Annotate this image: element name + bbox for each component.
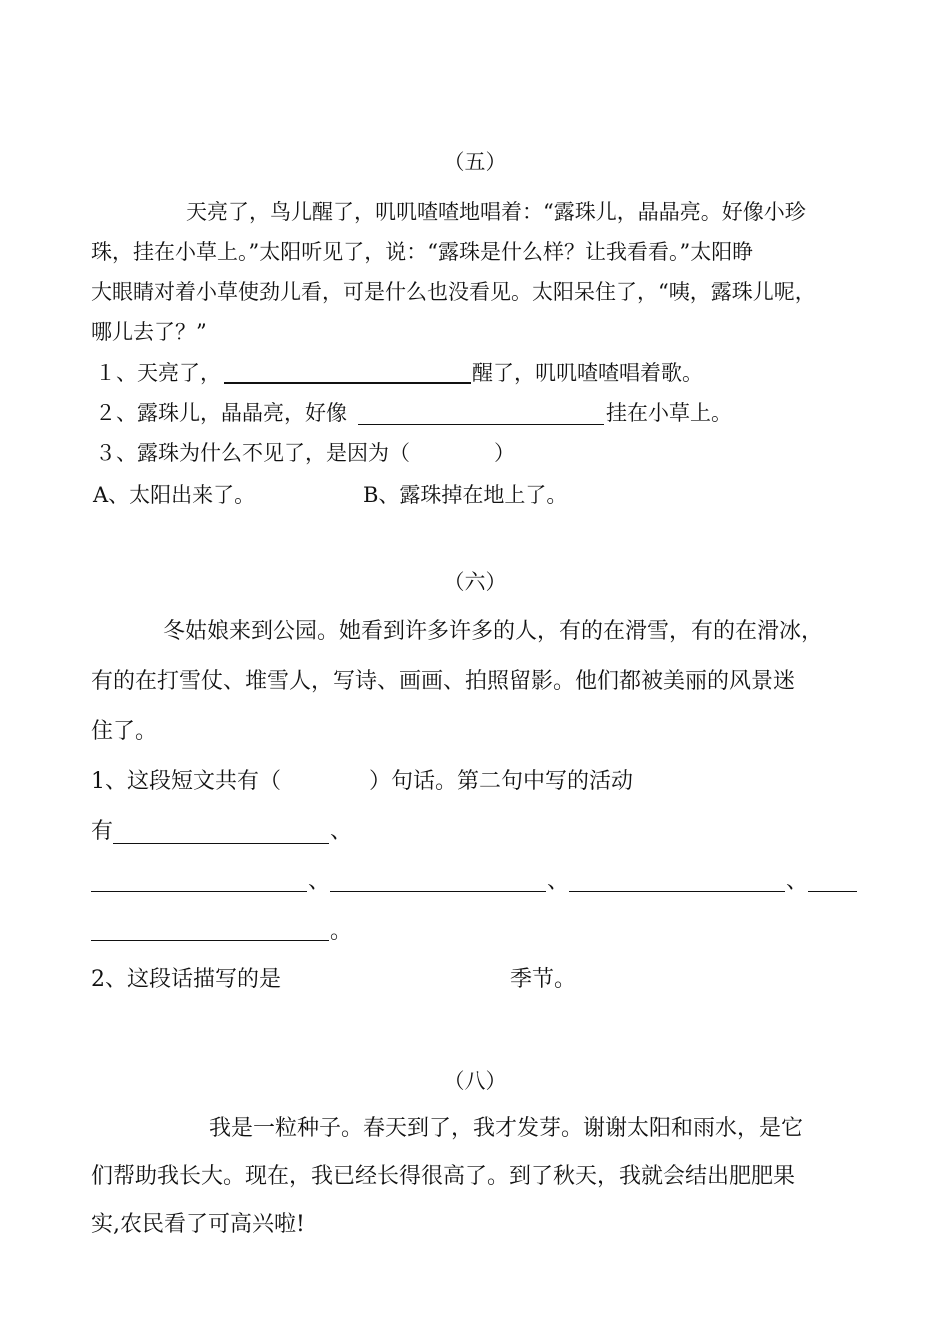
section-6-question-2-suffix: 季节。: [510, 967, 577, 992]
section-6-question-1-line-1: 1、这段短文共有（ ）句话。第二句中写的活动: [91, 769, 633, 794]
section-5-question-2-suffix: 挂在小草上。: [606, 401, 732, 425]
section-6-blank-4[interactable]: [569, 891, 785, 892]
section-6-separator-2: 、: [308, 869, 331, 894]
section-6-separator-1: 、: [330, 819, 353, 844]
section-8-heading: （八）: [443, 1069, 507, 1093]
section-6-blank-1[interactable]: [113, 843, 329, 844]
section-6-blank-5-start[interactable]: [808, 891, 857, 892]
section-8-paragraph-line-1: 我是一粒种子。春天到了，我才发芽。谢谢太阳和雨水，是它: [209, 1116, 804, 1141]
section-5-paragraph-line-3: 大眼睛对着小草使劲儿看，可是什么也没看见。太阳呆住了，“咦，露珠儿呢，: [91, 280, 816, 304]
section-5-heading: （五）: [443, 150, 507, 174]
section-6-question-2-prefix: 2、这段话描写的是: [91, 967, 281, 992]
section-6-blank-5-end[interactable]: [91, 940, 329, 941]
section-5-question-2-blank[interactable]: [358, 424, 604, 425]
section-6-paragraph-line-1: 冬姑娘来到公园。她看到许多许多的人，有的在滑雪，有的在滑冰，: [163, 619, 824, 644]
section-6-separator-4: 、: [786, 869, 809, 894]
section-5-paragraph-line-1: 天亮了，鸟儿醒了，叽叽喳喳地唱着：“露珠儿，晶晶亮。好像小珍: [186, 200, 806, 224]
section-6-paragraph-line-2: 有的在打雪仗、堆雪人，写诗、画画、拍照留影。他们都被美丽的风景迷: [91, 669, 796, 694]
section-5-option-a[interactable]: A、太阳出来了。: [93, 483, 256, 507]
section-6-heading: （六）: [443, 570, 507, 594]
section-5-question-2-prefix: ２、露珠儿，晶晶亮，好像: [95, 401, 347, 425]
section-5-paragraph-line-2: 珠，挂在小草上。”太阳听见了，说：“露珠是什么样？让我看看。”太阳睁: [91, 240, 754, 264]
section-6-blank-2[interactable]: [91, 891, 307, 892]
section-6-blank-3[interactable]: [330, 891, 546, 892]
section-6-separator-3: 、: [547, 869, 570, 894]
section-8-paragraph-line-3: 实,农民看了可高兴啦!: [91, 1212, 305, 1237]
section-5-paragraph-line-4: 哪儿去了？”: [91, 320, 207, 344]
section-6-end-period: 。: [330, 919, 353, 944]
section-5-question-3: ３、露珠为什么不见了，是因为（ ）: [95, 441, 515, 465]
section-6-question-1-you: 有: [91, 819, 114, 844]
section-5-question-1-prefix: １、天亮了，: [95, 361, 221, 385]
section-5-question-1-blank[interactable]: [224, 382, 471, 384]
section-5-option-b[interactable]: B、露珠掉在地上了。: [363, 483, 568, 507]
section-8-paragraph-line-2: 们帮助我长大。现在，我已经长得很高了。到了秋天，我就会结出肥肥果: [91, 1164, 796, 1189]
section-5-question-1-suffix: 醒了，叽叽喳喳唱着歌。: [472, 361, 703, 385]
section-6-paragraph-line-3: 住了。: [91, 719, 158, 744]
